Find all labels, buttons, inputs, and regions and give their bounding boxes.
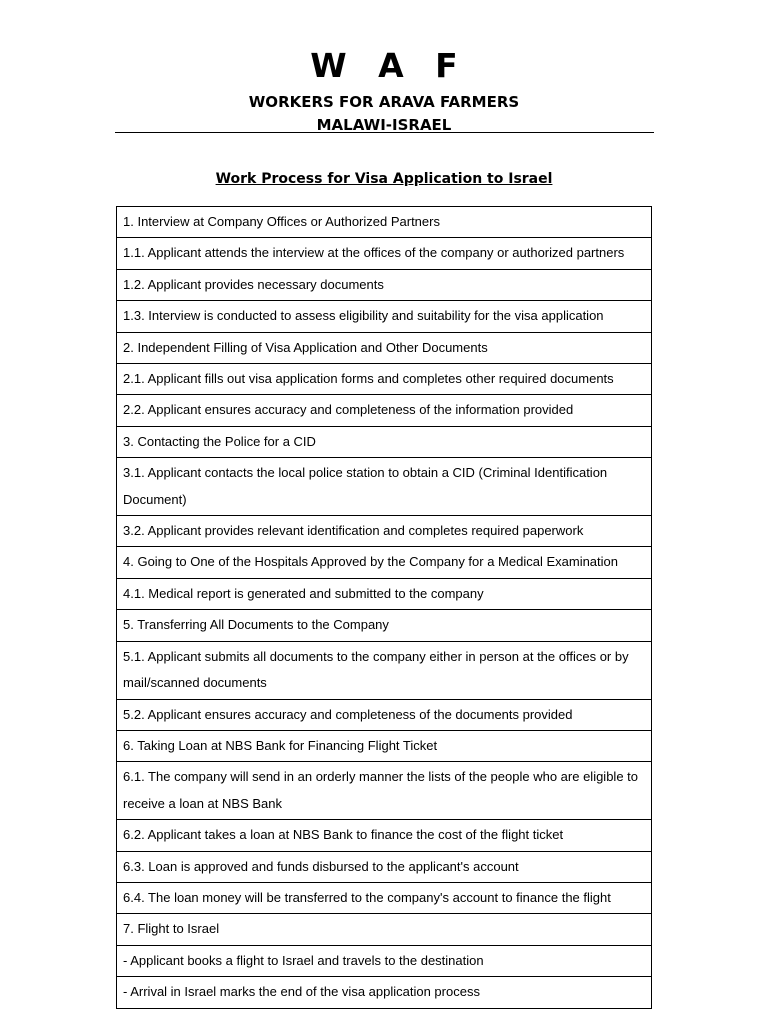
table-row xyxy=(117,238,652,269)
table-row xyxy=(117,395,652,426)
table-row xyxy=(117,699,652,730)
header-divider xyxy=(115,132,654,133)
step-cell: 1. Interview at Company Offices or Authorized Partners xyxy=(117,207,652,238)
step-cell: 6.1. The company will send in an orderly manner the lists of the people who are eligible to receive a loan at NBS Bank xyxy=(117,762,652,820)
table-row xyxy=(117,458,652,516)
table-row xyxy=(117,820,652,851)
step-cell: 6. Taking Loan at NBS Bank for Financing Flight Ticket xyxy=(117,730,652,761)
table-row xyxy=(117,332,652,363)
table-row xyxy=(117,641,652,699)
table-row xyxy=(117,762,652,820)
table-row xyxy=(117,547,652,578)
step-cell: 2.1. Applicant fills out visa application forms and completes other required documents xyxy=(117,364,652,395)
step-cell: 3.1. Applicant contacts the local police station to obtain a CID (Criminal Identification Document) xyxy=(117,458,652,516)
process-steps-table xyxy=(116,206,652,1009)
step-cell: 1.1. Applicant attends the interview at the offices of the company or authorized partners xyxy=(117,238,652,269)
document-title: Work Process for Visa Application to Israel xyxy=(215,171,553,187)
step-cell: - Applicant books a flight to Israel and travels to the destination xyxy=(117,945,652,976)
step-cell: 5.1. Applicant submits all documents to the company either in person at the offices or by mail/scanned documents xyxy=(117,641,652,699)
table-row xyxy=(117,426,652,457)
step-cell: 2.2. Applicant ensures accuracy and completeness of the information provided xyxy=(117,395,652,426)
table-row xyxy=(117,578,652,609)
step-cell: 3.2. Applicant provides relevant identification and completes required paperwork xyxy=(117,516,652,547)
step-cell: 4. Going to One of the Hospitals Approved by the Company for a Medical Examination xyxy=(117,547,652,578)
table-row xyxy=(117,207,652,238)
table-row xyxy=(117,269,652,300)
step-cell: 1.3. Interview is conducted to assess eligibility and suitability for the visa application xyxy=(117,301,652,332)
organization-subtitle: MALAWI-ISRAEL xyxy=(316,116,452,134)
step-cell: 6.2. Applicant takes a loan at NBS Bank to finance the cost of the flight ticket xyxy=(117,820,652,851)
table-row xyxy=(117,730,652,761)
table-row xyxy=(117,301,652,332)
step-cell: 5.2. Applicant ensures accuracy and completeness of the documents provided xyxy=(117,699,652,730)
table-row xyxy=(117,945,652,976)
letterhead xyxy=(0,44,768,136)
step-cell: 3. Contacting the Police for a CID xyxy=(117,426,652,457)
step-cell: 7. Flight to Israel xyxy=(117,914,652,945)
step-cell: - Arrival in Israel marks the end of the visa application process xyxy=(117,977,652,1008)
table-row xyxy=(117,610,652,641)
table-row xyxy=(117,516,652,547)
organization-name: WORKERS FOR ARAVA FARMERS xyxy=(248,93,520,111)
table-row xyxy=(117,364,652,395)
table-row xyxy=(117,977,652,1008)
table-row xyxy=(117,914,652,945)
step-cell: 6.4. The loan money will be transferred to the company's account to finance the flight xyxy=(117,882,652,913)
step-cell: 1.2. Applicant provides necessary documents xyxy=(117,269,652,300)
step-cell: 4.1. Medical report is generated and submitted to the company xyxy=(117,578,652,609)
table-row xyxy=(117,882,652,913)
step-cell: 2. Independent Filling of Visa Application and Other Documents xyxy=(117,332,652,363)
step-cell: 6.3. Loan is approved and funds disbursed to the applicant's account xyxy=(117,851,652,882)
step-cell: 5. Transferring All Documents to the Company xyxy=(117,610,652,641)
table-row xyxy=(117,851,652,882)
logo-text: W A F xyxy=(310,46,468,85)
